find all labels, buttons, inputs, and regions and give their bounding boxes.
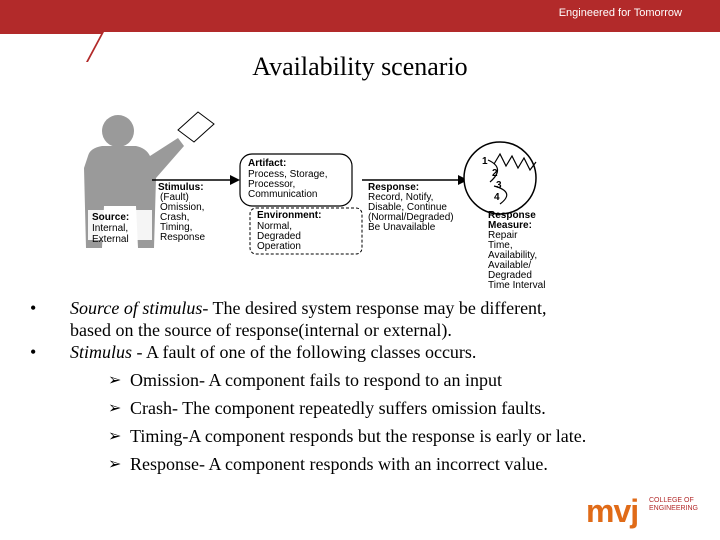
arrow-bullet-icon: ➢ xyxy=(108,426,122,445)
stimulus-line: Omission, xyxy=(160,202,205,213)
header-bar xyxy=(0,0,720,32)
arrow-bullet-icon: ➢ xyxy=(108,398,122,417)
artifact-line: Processor, xyxy=(248,179,296,190)
stimulus-line: (Fault) xyxy=(160,192,189,203)
sub-bullet-item: ➢ Omission- A component fails to respond to an input xyxy=(108,370,502,390)
slide-title: Availability scenario xyxy=(252,52,468,81)
measure-title: Response xyxy=(488,210,536,221)
artifact-title: Artifact: xyxy=(248,158,287,169)
measure-line: Availability, xyxy=(488,250,538,261)
response-measure-icon xyxy=(464,142,536,214)
svg-text:2: 2 xyxy=(492,168,498,179)
header-tagline: Engineered for Tomorrow xyxy=(558,7,682,19)
svg-text:4: 4 xyxy=(494,192,500,203)
sub-bullet-item: ➢ Crash- The component repeatedly suffers omission faults. xyxy=(108,398,546,418)
sub-bullet-item: ➢ Timing-A component responds but the response is early or late. xyxy=(108,426,587,446)
svg-text:1: 1 xyxy=(482,156,488,167)
stimulus-line: Response xyxy=(160,232,206,243)
logo-text: COLLEGE OF ENGINEERING xyxy=(649,497,699,512)
source-line: Internal, xyxy=(92,223,129,234)
availability-diagram xyxy=(80,98,560,290)
measure-line: Available/ xyxy=(488,260,532,271)
measure-line: Time, xyxy=(488,240,513,251)
arrow-bullet-icon: ➢ xyxy=(108,370,122,389)
response-line: Record, Notify, xyxy=(368,192,434,203)
response-line: Be Unavailable xyxy=(368,222,436,233)
stimulus-title: Stimulus: xyxy=(158,182,204,193)
response-line: (Normal/Degraded) xyxy=(368,212,454,223)
bullet-item: • Source of stimulus- The desired system response may be different, based on the source of response(internal or external). xyxy=(30,298,547,340)
college-logo xyxy=(586,493,699,530)
artifact-line: Communication xyxy=(248,189,318,200)
measure-line: Degraded xyxy=(488,270,532,281)
measure-title: Measure: xyxy=(488,220,532,231)
bullet-list xyxy=(30,297,710,475)
response-line: Disable, Continue xyxy=(368,202,447,213)
source-title: Source: xyxy=(92,212,130,223)
source-line: External xyxy=(92,234,129,245)
artifact-line: Process, Storage, xyxy=(248,169,328,180)
measure-line: Time Interval xyxy=(488,280,546,290)
environment-title: Environment: xyxy=(257,210,322,221)
environment-line: Degraded xyxy=(257,231,301,242)
stimulus-line: Crash, xyxy=(160,212,190,223)
stimulus-line: Timing, xyxy=(160,222,193,233)
arrow-bullet-icon: ➢ xyxy=(108,454,122,473)
environment-line: Normal, xyxy=(257,221,293,232)
measure-line: Repair xyxy=(488,230,518,241)
bullet-item: • Stimulus - A fault of one of the following classes occurs. xyxy=(30,342,477,362)
response-title: Response: xyxy=(368,182,420,193)
environment-line: Operation xyxy=(257,241,301,252)
svg-text:3: 3 xyxy=(496,180,502,191)
logo-mark: mvj xyxy=(586,493,639,529)
sub-bullet-item: ➢ Response- A component responds with an incorrect value. xyxy=(108,454,548,474)
